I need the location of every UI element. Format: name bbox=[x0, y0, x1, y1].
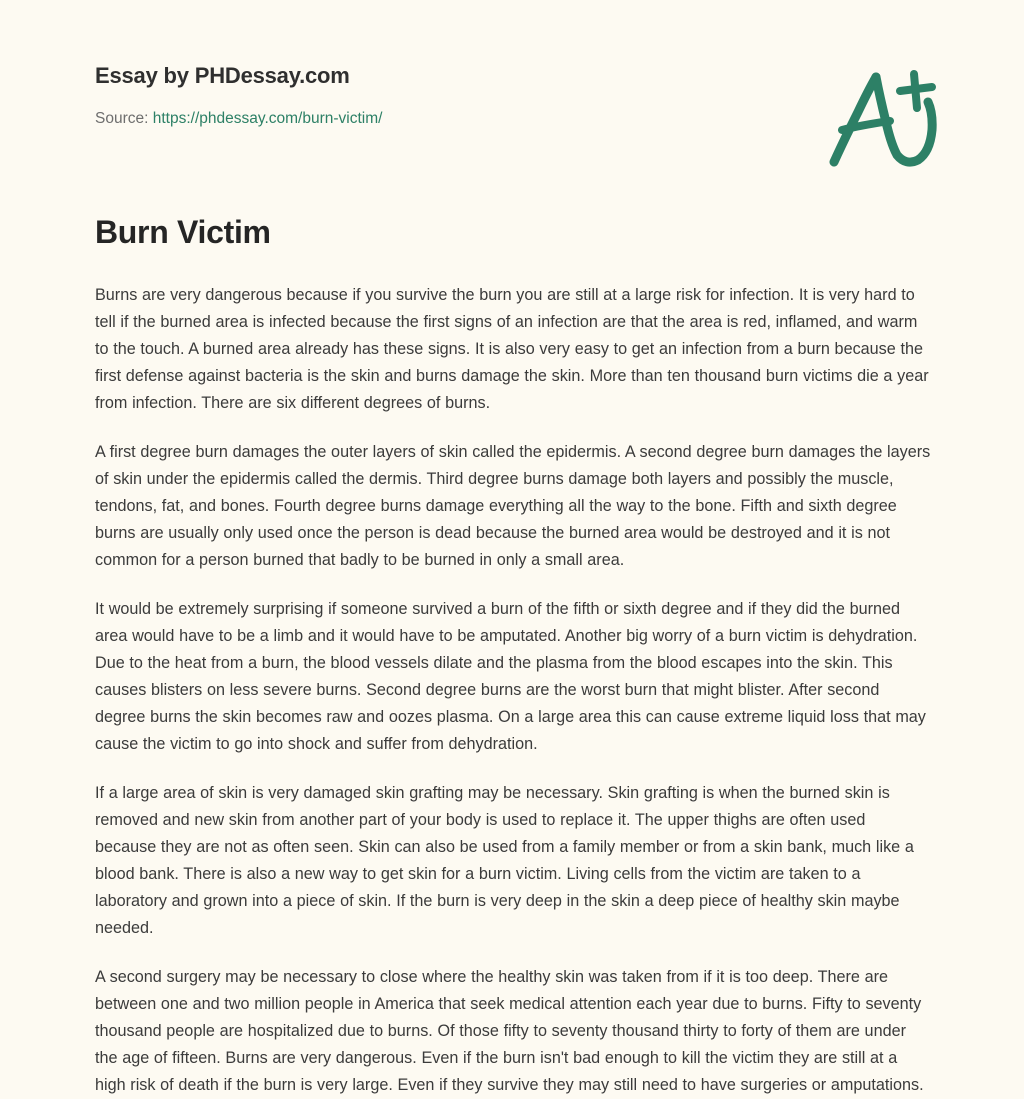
brand-title: Essay by PHDessay.com bbox=[95, 63, 350, 88]
header-left-group bbox=[95, 62, 382, 130]
article-body bbox=[95, 282, 931, 1099]
paragraph: If a large area of skin is very damaged skin grafting may be necessary. Skin grafting is when the burned skin is removed and new skin from another part of your body is used to replace it. The upper thighs are often used because they are not as often seen. Skin can also be used from a family member or from a skin bank, much like a blood bank. There is also a new way to get skin for a burn victim. Living cells from the victim are taken to a laboratory and grown into a piece of skin. If the burn is very deep in the skin a deep piece of healthy skin maybe needed. bbox=[95, 784, 914, 937]
page-header bbox=[0, 0, 1024, 180]
source-url-link[interactable]: https://phdessay.com/burn-victim/ bbox=[152, 110, 383, 127]
source-label: Source: bbox=[95, 110, 149, 127]
page-title: Burn Victim bbox=[95, 214, 271, 250]
source-line bbox=[95, 108, 382, 130]
paragraph: Burns are very dangerous because if you survive the burn you are still at a large risk for infection. It is very hard to tell if the burned area is infected because the first signs of an infection are that the area is red, inflamed, and warm to the touch. A burned area already has these signs. It is also very easy to get an infection from a burn because the first defense against bacteria is the skin and burns damage the skin. More than ten thousand burn victims die a year from infection. There are six different degrees of burns. bbox=[95, 286, 929, 412]
paragraph: It would be extremely surprising if someone survived a burn of the fifth or sixth degree and if they did the burned area would have to be a limb and it would have to be amputated. Another big worry of a burn victim is dehydration. Due to the heat from a burn, the blood vessels dilate and the plasma from the blood escapes into the skin. This causes blisters on less severe burns. Second degree burns are the worst burn that might blister. After second degree burns the skin becomes raw and oozes plasma. On a large area this can cause extreme liquid loss that may cause the victim to go into shock and suffer from dehydration. bbox=[95, 600, 926, 753]
paragraph: A second surgery may be necessary to close where the healthy skin was taken from if it is too deep. There are between one and two million people in America that seek medical attention each year due to burns. Fifty to seventy thousand people are hospitalized due to burns. Of those fifty to seventy thousand thirty to forty of them are under the age of fifteen. Burns are very dangerous. Even if the burn isn't bad enough to kill the victim they are still at a high risk of death if the burn is very large. Even if they survive they may still need to have surgeries or amputations. bbox=[95, 968, 924, 1094]
a-plus-logo-icon bbox=[818, 64, 948, 172]
paragraph: A first degree burn damages the outer layers of skin called the epidermis. A second degree burn damages the layers of skin under the epidermis called the dermis. Third degree burns damage both layers and possibly the muscle, tendons, fat, and bones. Fourth degree burns damage everything all the way to the bone. Fifth and sixth degree burns are usually only used once the person is dead because the burned area would be destroyed and it is not common for a person burned that badly to be burned in only a small area. bbox=[95, 443, 931, 569]
article-container bbox=[95, 212, 931, 1099]
